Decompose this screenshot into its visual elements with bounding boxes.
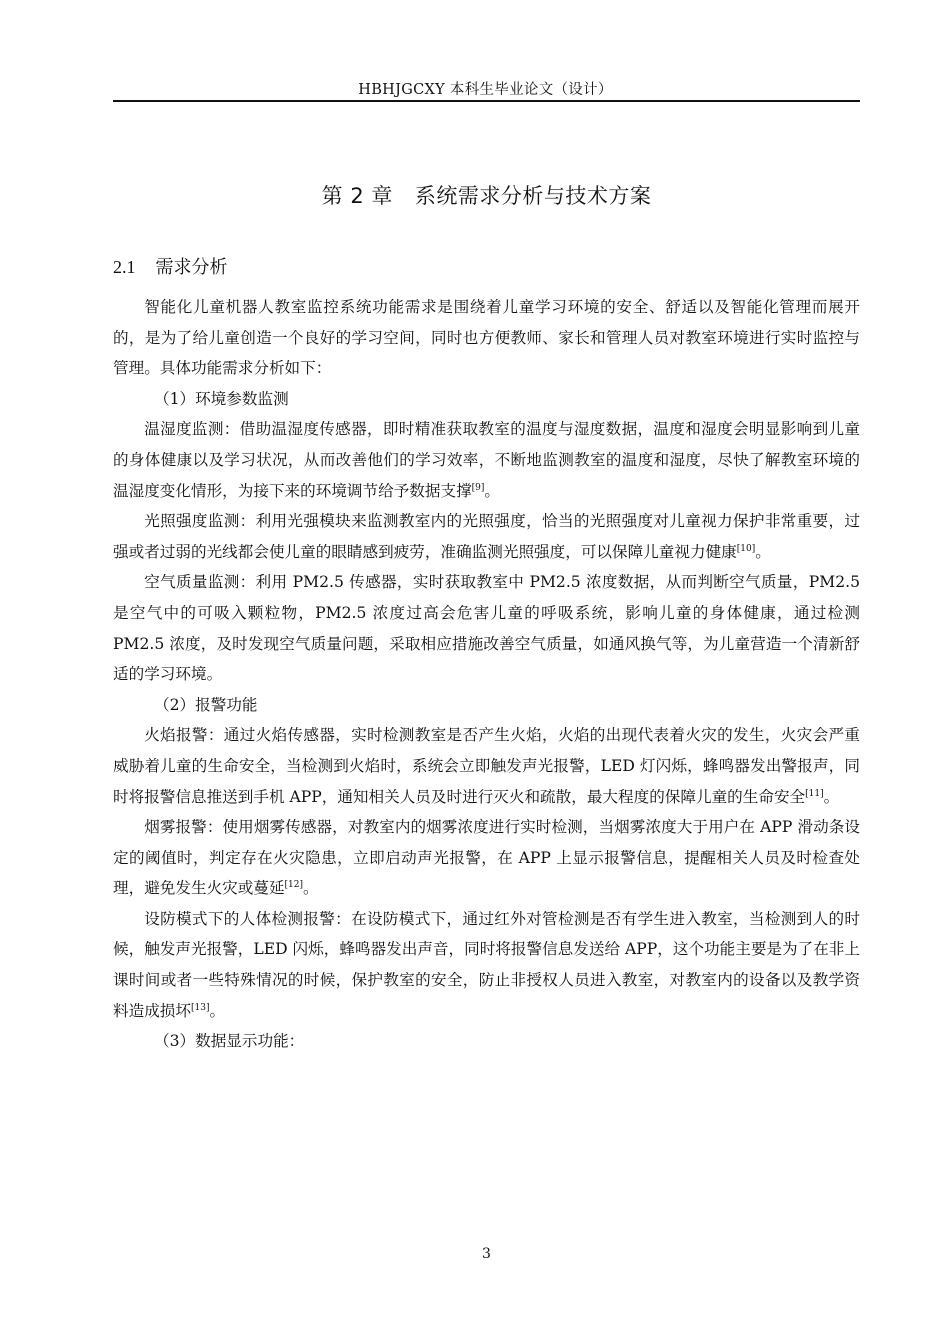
paragraph-smoke-text: 烟雾报警：使用烟雾传感器，对教室内的烟雾浓度进行实时检测，当烟雾浓度大于用户在 APP 滑动条设定的阈值时，判定存在火灾隐患，立即启动声光报警，在 APP 上显示报警信息，提醒相关人员及时检查处理，避免发生火灾或蔓延	[113, 818, 860, 898]
end-mark: 。	[484, 481, 501, 500]
chapter-number: 第 2 章	[321, 184, 393, 208]
paragraph-intro: 智能化儿童机器人教室监控系统功能需求是围绕着儿童学习环境的安全、舒适以及智能化管理而展开的，是为了给儿童创造一个良好的学习空间，同时也方便教师、家长和管理人员对教室环境进行实时监控与管理。具体功能需求分析如下：	[113, 298, 860, 378]
page-number: 3	[482, 1246, 491, 1262]
citation-9: [9]	[471, 482, 485, 493]
running-header: HBHJGCXY 本科生毕业论文（设计）	[358, 82, 613, 98]
list-item-environment: （1）环境参数监测	[154, 389, 289, 408]
chapter-title-text: 系统需求分析与技术方案	[414, 184, 652, 208]
end-mark: 。	[755, 542, 771, 561]
paragraph-light	[113, 506, 860, 567]
list-item-alarm: （2）报警功能	[154, 695, 258, 714]
paragraph-flame	[113, 720, 860, 812]
section-title-text: 需求分析	[155, 257, 228, 278]
chapter-title	[113, 180, 860, 210]
body-text	[113, 292, 860, 1057]
paragraph-temperature	[113, 414, 860, 506]
citation-12: [12]	[284, 880, 304, 891]
paragraph-light-text: 光照强度监测：利用光强模块来监测教室内的光照强度，恰当的光照强度对儿童视力保护非常重要，过强或者过弱的光线都会使儿童的眼睛感到疲劳，准确监测光照强度，可以保障儿童视力健康	[113, 512, 860, 561]
citation-11: [11]	[805, 788, 824, 799]
header-rule	[113, 100, 860, 102]
end-mark: 。	[303, 879, 319, 898]
citation-10: [10]	[736, 543, 756, 554]
paragraph-temperature-text: 温湿度监测：借助温湿度传感器，即时精准获取教室的温度与湿度数据，温度和湿度会明显影响到儿童的身体健康以及学习状况，从而改善他们的学习效率，不断地监测教室的温度和湿度，尽快了解教室环境的温湿度变化情形，为接下来的环境调节给予数据支撑	[113, 420, 860, 500]
end-mark: 。	[209, 1001, 226, 1020]
end-mark: 。	[823, 787, 840, 806]
paragraph-human-detection-text: 设防模式下的人体检测报警：在设防模式下，通过红外对管检测是否有学生进入教室，当检测到人的时候，触发声光报警，LED 闪烁，蜂鸣器发出声音，同时将报警信息发送给 APP，这个功能主要是为了在非上课时间或者一些特殊情况的时候，保护教室的安全，防止非授权人员进入教室，对教室内的设备以及教学资料造成损坏	[113, 909, 860, 1020]
section-number: 2.1	[113, 257, 136, 277]
paragraph-human-detection	[113, 904, 860, 1026]
paragraph-smoke	[113, 812, 860, 904]
list-item-data-display: （3）数据显示功能：	[154, 1032, 305, 1051]
section-heading	[113, 253, 228, 279]
paragraph-air-quality: 空气质量监测：利用 PM2.5 传感器，实时获取教室中 PM2.5 浓度数据，从而判断空气质量，PM2.5 是空气中的可吸入颗粒物，PM2.5 浓度过高会危害儿童的呼吸系统，影响儿童的身体健康，通过检测 PM2.5 浓度，及时发现空气质量问题，采取相应措施改善空气质量，如通风换气等，为儿童营造一个清新舒适的学习环境。	[113, 573, 860, 684]
paragraph-flame-text: 火焰报警：通过火焰传感器，实时检测教室是否产生火焰，火焰的出现代表着火灾的发生，火灾会严重威胁着儿童的生命安全，当检测到火焰时，系统会立即触发声光报警，LED 灯闪烁，蜂鸣器发出警报声，同时将报警信息推送到手机 APP，通知相关人员及时进行灭火和疏散，最大程度的保障儿童的生命安全	[113, 726, 860, 806]
citation-13: [13]	[190, 1002, 210, 1013]
